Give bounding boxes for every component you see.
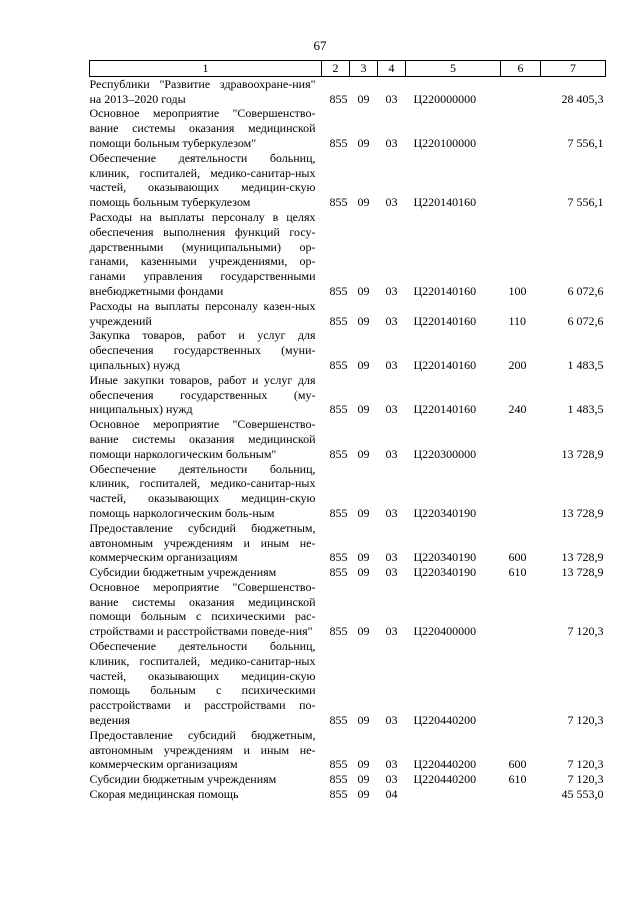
row-subsection-code: 03 — [385, 550, 398, 565]
row-expense-type — [501, 106, 541, 150]
row-target-code: Ц220400000 — [413, 624, 477, 639]
row-target-code: Ц220440200 — [413, 713, 477, 728]
row-expense-type: 110 — [508, 313, 527, 328]
row-name: Республики "Развитие здравоохране-ния" на 2013–2020 годы — [89, 76, 316, 106]
row-target-code: Ц220000000 — [413, 91, 477, 106]
row-amount: 13 728,9 — [561, 550, 604, 565]
row-amount: 1 483,5 — [567, 357, 604, 372]
row-target-code: Ц220140160 — [413, 402, 477, 417]
row-expense-type — [501, 580, 541, 639]
header-col-3: 3 — [350, 61, 378, 77]
table-row — [90, 76, 606, 106]
table-row — [90, 521, 606, 565]
row-subsection-code: 03 — [385, 624, 398, 639]
row-admin-code: 855 — [329, 772, 348, 787]
row-name: Основное мероприятие "Совершенство-вание системы оказания медицинской помощи наркологическим больным" — [89, 417, 316, 461]
row-amount: 13 728,9 — [561, 505, 604, 520]
row-amount: 13 728,9 — [561, 565, 604, 580]
row-subsection-code: 03 — [385, 195, 398, 210]
row-target-code: Ц220340190 — [413, 505, 477, 520]
row-admin-code: 855 — [329, 357, 348, 372]
table-row — [90, 580, 606, 639]
row-admin-code: 855 — [329, 713, 348, 728]
row-admin-code: 855 — [329, 505, 348, 520]
page-number: 67 — [313, 38, 327, 53]
table-row — [90, 373, 606, 417]
row-section-code: 09 — [357, 283, 370, 298]
row-amount: 7 120,3 — [567, 772, 604, 787]
table-row — [90, 565, 606, 580]
row-admin-code: 855 — [329, 787, 348, 802]
table-body — [90, 76, 606, 802]
row-target-code: Ц220340190 — [413, 550, 477, 565]
row-target-code: Ц220140160 — [413, 357, 477, 372]
header-col-2: 2 — [322, 61, 350, 77]
row-name: Предоставление субсидий бюджетным, автономным учреждениям и иным не-коммерческим организациям — [89, 727, 316, 772]
row-name: Расходы на выплаты персоналу казен-ных учреждений — [89, 298, 316, 328]
row-target-code: Ц220140160 — [413, 283, 477, 298]
row-name: Субсидии бюджетным учреждениям — [89, 565, 277, 580]
row-section-code: 09 — [357, 550, 370, 565]
row-subsection-code: 03 — [385, 772, 398, 787]
row-admin-code: 855 — [329, 313, 348, 328]
budget-table — [89, 60, 606, 802]
row-admin-code: 855 — [329, 757, 348, 772]
row-section-code: 09 — [357, 565, 370, 580]
table-row — [90, 417, 606, 461]
row-name: Основное мероприятие "Совершенство-вание системы оказания медицинской помощи больным туберкулезом" — [89, 106, 316, 150]
table-header-row — [90, 61, 606, 77]
row-section-code: 09 — [357, 313, 370, 328]
row-subsection-code: 03 — [385, 505, 398, 520]
row-name: Субсидии бюджетным учреждениям — [89, 772, 277, 787]
row-section-code: 09 — [357, 757, 370, 772]
row-amount: 1 483,5 — [567, 402, 604, 417]
row-section-code: 09 — [357, 135, 370, 150]
row-name: Основное мероприятие "Совершенство-вание системы оказания медицинской помощи больным с психическими рас-стройствами и расстройствами поведе-ния" — [89, 579, 316, 639]
table-row — [90, 328, 606, 372]
row-admin-code: 855 — [329, 550, 348, 565]
table-row — [90, 210, 606, 299]
table-row — [90, 106, 606, 150]
row-amount: 28 405,3 — [561, 91, 604, 106]
row-amount: 45 553,0 — [561, 787, 604, 802]
row-admin-code: 855 — [329, 565, 348, 580]
row-target-code: Ц220140160 — [413, 195, 477, 210]
row-subsection-code: 03 — [385, 135, 398, 150]
row-name: Скорая медицинская помощь — [89, 787, 239, 802]
row-section-code: 09 — [357, 713, 370, 728]
row-name: Предоставление субсидий бюджетным, автономным учреждениям и иным не-коммерческим организациям — [89, 520, 316, 565]
row-amount: 6 072,6 — [567, 313, 604, 328]
row-amount: 13 728,9 — [561, 446, 604, 461]
row-admin-code: 855 — [329, 446, 348, 461]
row-expense-type: 610 — [508, 772, 527, 787]
row-target-code: Ц220340190 — [413, 565, 477, 580]
header-col-4: 4 — [378, 61, 406, 77]
row-amount: 6 072,6 — [567, 283, 604, 298]
row-section-code: 09 — [357, 357, 370, 372]
row-section-code: 09 — [357, 624, 370, 639]
row-section-code: 09 — [357, 446, 370, 461]
row-admin-code: 855 — [329, 91, 348, 106]
row-target-code: Ц220440200 — [413, 772, 477, 787]
table-row — [90, 151, 606, 210]
row-expense-type — [501, 639, 541, 728]
header-col-1: 1 — [90, 61, 322, 77]
row-expense-type — [501, 787, 541, 802]
table-row — [90, 462, 606, 521]
row-target-code: Ц220300000 — [413, 446, 477, 461]
row-admin-code: 855 — [329, 195, 348, 210]
row-amount: 7 120,3 — [567, 713, 604, 728]
row-amount: 7 120,3 — [567, 757, 604, 772]
row-name: Обеспечение деятельности больниц, клиник, госпиталей, медико-санитар-ных частей, оказывающих медицин-скую помощь больным туберкулезом — [89, 150, 316, 210]
row-subsection-code: 03 — [385, 565, 398, 580]
row-section-code: 09 — [357, 195, 370, 210]
row-amount: 7 120,3 — [567, 624, 604, 639]
row-expense-type: 200 — [508, 357, 527, 372]
row-expense-type: 100 — [508, 283, 527, 298]
row-section-code: 09 — [357, 505, 370, 520]
row-subsection-code: 03 — [385, 402, 398, 417]
row-target-code — [406, 787, 501, 802]
row-section-code: 09 — [357, 91, 370, 106]
table-row — [90, 728, 606, 772]
row-amount: 7 556,1 — [567, 195, 604, 210]
row-expense-type: 600 — [508, 757, 527, 772]
row-subsection-code: 03 — [385, 357, 398, 372]
row-expense-type — [501, 462, 541, 521]
row-subsection-code: 03 — [385, 757, 398, 772]
header-col-5: 5 — [406, 61, 501, 77]
row-subsection-code: 03 — [385, 446, 398, 461]
row-subsection-code: 04 — [385, 787, 398, 802]
row-name: Закупка товаров, работ и услуг для обеспечения государственных (муни-ципальных) нужд — [89, 328, 316, 372]
row-subsection-code: 03 — [385, 313, 398, 328]
table-row — [90, 772, 606, 787]
row-subsection-code: 03 — [385, 713, 398, 728]
row-subsection-code: 03 — [385, 91, 398, 106]
row-section-code: 09 — [357, 787, 370, 802]
row-section-code: 09 — [357, 402, 370, 417]
row-admin-code: 855 — [329, 402, 348, 417]
header-col-7: 7 — [541, 61, 606, 77]
row-expense-type — [501, 417, 541, 461]
row-subsection-code: 03 — [385, 283, 398, 298]
row-target-code: Ц220140160 — [413, 313, 477, 328]
row-admin-code: 855 — [329, 624, 348, 639]
table-row — [90, 639, 606, 728]
row-target-code: Ц220100000 — [413, 135, 477, 150]
row-expense-type: 240 — [508, 402, 527, 417]
row-name: Обеспечение деятельности больниц, клиник, госпиталей, медико-санитар-ных частей, оказывающих медицин-скую помощь наркологическим боль-ным — [89, 461, 316, 520]
row-section-code: 09 — [357, 772, 370, 787]
header-col-6: 6 — [501, 61, 541, 77]
row-name: Иные закупки товаров, работ и услуг для обеспечения государственных (му-ниципальных) нужд — [89, 372, 316, 417]
row-admin-code: 855 — [329, 135, 348, 150]
row-expense-type — [501, 76, 541, 106]
row-target-code: Ц220440200 — [413, 757, 477, 772]
row-amount: 7 556,1 — [567, 135, 604, 150]
table-row — [90, 299, 606, 329]
row-expense-type: 610 — [508, 565, 527, 580]
row-name: Расходы на выплаты персоналу в целях обеспечения выполнения функций госу-дарственными (муниципальными) ор-ганами, казенными учреждениями, ор-ганами управления государственными внебюджетными фондами — [89, 209, 316, 298]
row-expense-type — [501, 151, 541, 210]
row-expense-type: 600 — [508, 550, 527, 565]
table-row — [90, 787, 606, 802]
row-admin-code: 855 — [329, 283, 348, 298]
row-name: Обеспечение деятельности больниц, клиник, госпиталей, медико-санитар-ных частей, оказывающих медицин-скую помощь больным с психическими расстройствами и расстройствами по-ведения — [89, 639, 316, 728]
